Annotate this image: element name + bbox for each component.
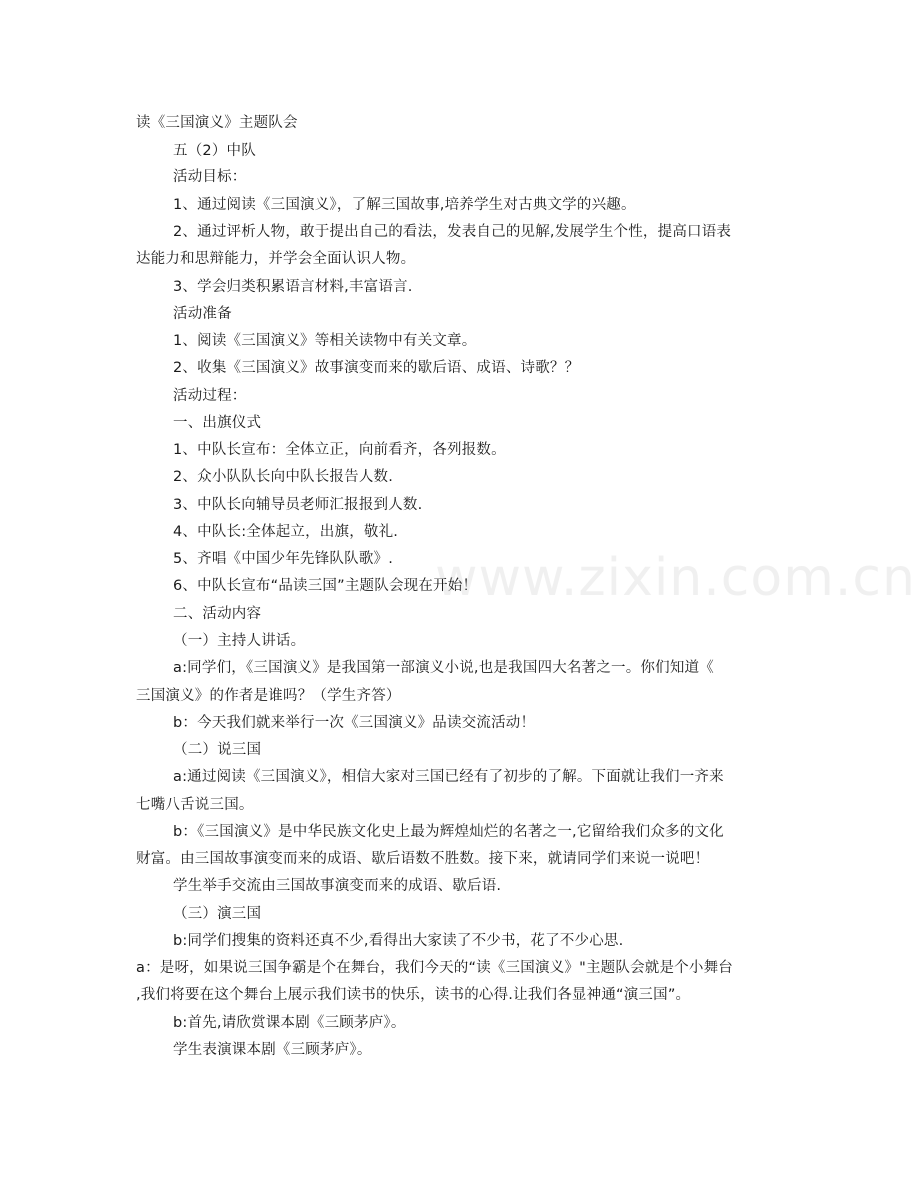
paragraph-line: 七嘴八舌说三国。 [136, 797, 254, 813]
section-heading: 活动准备 [173, 306, 232, 322]
paragraph-line: b:同学们搜集的资料还真不少,看得出大家读了不少书，花了不少心思. [173, 933, 624, 949]
paragraph-line: 3、学会归类积累语言材料,丰富语言. [173, 279, 413, 295]
paragraph-line: 学生举手交流由三国故事演变而来的成语、歇后语. [173, 878, 502, 894]
paragraph-line: 达能力和思辩能力，并学会全面认识人物。 [136, 251, 416, 267]
paragraph-line: b:首先,请欣赏课本剧《三顾茅庐》。 [173, 1015, 406, 1031]
paragraph-line: ,我们将要在这个舞台上展示我们读书的快乐，读书的心得.让我们各显神通“演三国”。 [136, 987, 691, 1003]
paragraph-line: a:通过阅读《三国演义》，相信大家对三国已经有了初步的了解。下面就让我们一齐来 [173, 769, 724, 785]
subsection-heading: （三）演三国 [173, 906, 262, 922]
paragraph-line: b：《三国演义》是中华民族文化史上最为辉煌灿烂的名著之一,它留给我们众多的文化 [173, 824, 724, 840]
paragraph-line: a:同学们，《三国演义》是我国第一部演义小说,也是我国四大名著之一。你们知道《 [173, 660, 714, 676]
paragraph-line: 2、通过评析人物，敢于提出自己的看法，发表自己的见解,发展学生个性，提高口语表 [173, 224, 732, 240]
paragraph-line: 1、中队长宣布：全体立正，向前看齐，各列报数。 [173, 442, 506, 458]
paragraph-line: 财富。由三国故事演变而来的成语、歇后语数不胜数。接下来，就请同学们来说一说吧！ [136, 851, 710, 867]
paragraph-line: 4、中队长:全体起立，出旗，敬礼. [173, 524, 399, 540]
paragraph-line: 3、中队长向辅导员老师汇报报到人数. [173, 497, 423, 513]
paragraph-line: 学生表演课本剧《三顾茅庐》。 [173, 1042, 372, 1058]
paragraph-line: b：今天我们就来举行一次《三国演义》品读交流活动！ [173, 715, 536, 731]
paragraph-line: a：是呀，如果说三国争霸是个在舞台，我们今天的“读《三国演义》"主题队会就是个小舞台 [136, 960, 733, 976]
section-heading: 活动过程： [173, 388, 247, 404]
paragraph-line: 1、阅读《三国演义》等相关读物中有关文章。 [173, 333, 477, 349]
paragraph-line: 1、通过阅读《三国演义》，了解三国故事,培养学生对古典文学的兴趣。 [173, 197, 636, 213]
section-heading: 活动目标： [173, 169, 247, 185]
document-title: 读《三国演义》主题队会 [136, 115, 298, 131]
section-heading: 一、出旗仪式 [173, 415, 262, 431]
subsection-heading: （一）主持人讲话。 [173, 633, 306, 649]
section-heading: 二、活动内容 [173, 606, 262, 622]
paragraph-line: 6、中队长宣布“品读三国”主题队会现在开始！ [173, 578, 478, 594]
paragraph-line: 三国演义》的作者是谁吗？（学生齐答） [136, 688, 401, 704]
subsection-heading: （二）说三国 [173, 742, 262, 758]
watermark: www.zixin.com.cn [435, 548, 916, 608]
paragraph-line: 2、众小队队长向中队长报告人数. [173, 469, 394, 485]
paragraph-line: 2、收集《三国演义》故事演变而来的歇后语、成语、诗歌？？ [173, 360, 580, 376]
paragraph-line: 5、齐唱《中国少年先锋队队歌》. [173, 551, 394, 567]
class-name: 五（2）中队 [173, 143, 256, 159]
